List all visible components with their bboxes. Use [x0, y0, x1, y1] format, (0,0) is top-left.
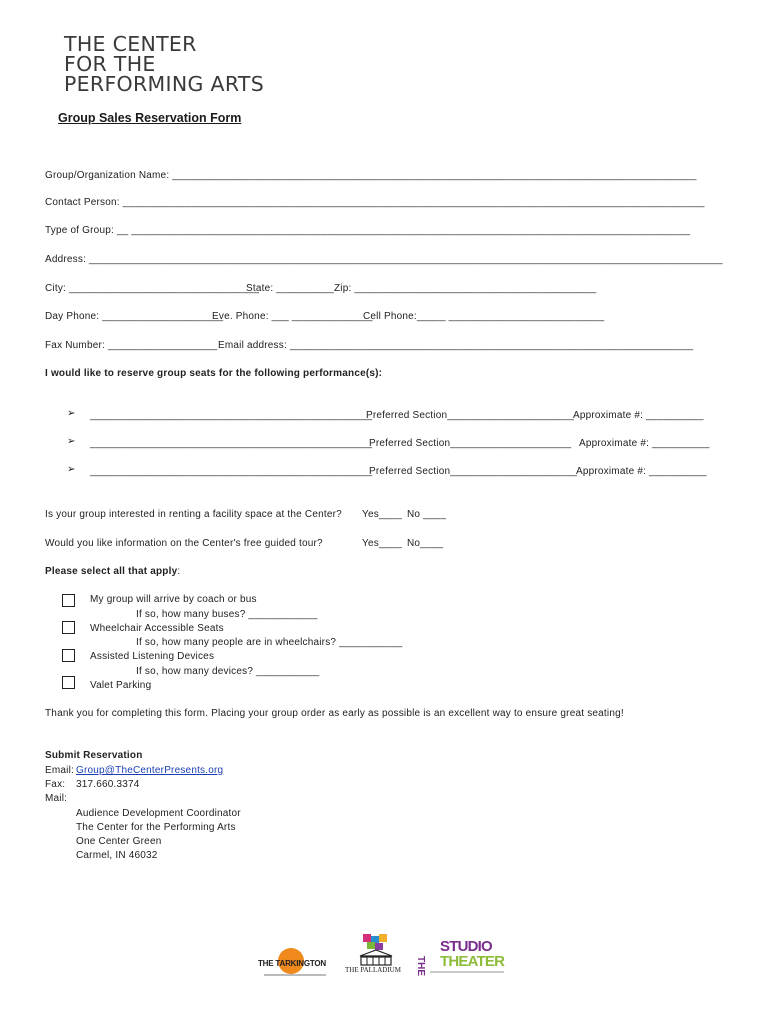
studio-text: STUDIO — [440, 938, 492, 955]
performance-2-input[interactable]: _________________________________________________ — [90, 438, 373, 449]
performance-3-approximate[interactable]: Approximate #: __________ — [576, 466, 707, 477]
eve-phone-field[interactable]: Eve. Phone: ___ ______________ — [212, 311, 373, 322]
palladium-building-icon — [357, 948, 395, 966]
performance-2-approximate[interactable]: Approximate #: __________ — [579, 438, 710, 449]
wheelchair-count-field[interactable]: If so, how many people are in wheelchairs? ___________ — [136, 637, 403, 648]
palladium-tile — [379, 934, 387, 942]
performances-heading: I would like to reserve group seats for the following performance(s): — [45, 368, 383, 379]
tarkington-tagline-line — [264, 974, 326, 976]
type-of-group-field[interactable]: Type of Group: __ _________________________________________________________________________________________________ — [45, 225, 691, 236]
performance-3-input[interactable]: _________________________________________________ — [90, 466, 373, 477]
submit-fax-label: Fax: — [45, 779, 66, 790]
palladium-tile — [363, 934, 371, 942]
submit-heading: Submit Reservation — [45, 750, 143, 761]
performance-1-input[interactable]: _________________________________________________ — [90, 410, 373, 421]
day-phone-field[interactable]: Day Phone: _____________________ — [45, 311, 224, 322]
submit-email-label: Email: — [45, 765, 74, 776]
wheelchair-checkbox[interactable] — [62, 621, 75, 634]
submit-mail-label: Mail: — [45, 793, 68, 804]
palladium-text: THE PALLADIUM — [345, 966, 401, 974]
coach-option-label: My group will arrive by coach or bus — [90, 594, 257, 605]
guided-tour-no[interactable]: No____ — [407, 538, 444, 549]
select-all-heading-colon: : — [177, 566, 181, 577]
wheelchair-option-label: Wheelchair Accessible Seats — [90, 623, 224, 634]
arrow-bullet-icon: ➢ — [67, 408, 76, 419]
cell-phone-field[interactable]: Cell Phone:_____ ___________________________ — [363, 311, 605, 322]
mail-line: One Center Green — [76, 836, 162, 847]
contact-person-field[interactable]: Contact Person: _____________________________________________________________________________________________________ — [45, 197, 705, 208]
arrow-bullet-icon: ➢ — [67, 436, 76, 447]
form-title: Group Sales Reservation Form — [58, 111, 242, 125]
select-all-heading — [45, 566, 180, 577]
tarkington-logo — [258, 948, 332, 982]
theater-text: THEATER — [440, 953, 505, 970]
city-field[interactable]: City: _________________________________ — [45, 283, 260, 294]
logo-line-3: PERFORMING ARTS — [64, 72, 265, 96]
facility-rental-yes[interactable]: Yes____ — [362, 509, 402, 520]
valet-option-label: Valet Parking — [90, 680, 152, 691]
mail-line: The Center for the Performing Arts — [76, 822, 236, 833]
palladium-logo — [345, 934, 405, 982]
submit-fax-value: 317.660.3374 — [76, 779, 140, 790]
address-field[interactable]: Address: ______________________________________________________________________________________________________________ — [45, 254, 723, 265]
valet-checkbox[interactable] — [62, 676, 75, 689]
thank-you-text: Thank you for completing this form. Placing your group order as early as possible is an excellent way to ensure great seating! — [45, 708, 624, 719]
coach-checkbox[interactable] — [62, 594, 75, 607]
guided-tour-question: Would you like information on the Center's free guided tour? — [45, 538, 323, 549]
fax-number-field[interactable]: Fax Number: ___________________ — [45, 340, 218, 351]
zip-field[interactable]: Zip: __________________________________________ — [334, 283, 597, 294]
listening-devices-checkbox[interactable] — [62, 649, 75, 662]
studio-theater-logo — [415, 938, 508, 982]
performance-1-approximate[interactable]: Approximate #: __________ — [573, 410, 704, 421]
tarkington-text: THE TARKINGTON — [258, 959, 327, 968]
buses-count-field[interactable]: If so, how many buses? ____________ — [136, 609, 318, 620]
performance-2-preferred-section[interactable]: Preferred Section_____________________ — [369, 438, 572, 449]
studio-side-text: THE — [415, 956, 426, 976]
facility-rental-no[interactable]: No ____ — [407, 509, 447, 520]
submit-email-link[interactable]: Group@TheCenterPresents.org — [76, 765, 224, 776]
facility-rental-question: Is your group interested in renting a facility space at the Center? — [45, 509, 342, 520]
mail-line: Carmel, IN 46032 — [76, 850, 158, 861]
mail-line: Audience Development Coordinator — [76, 808, 241, 819]
performance-1-preferred-section[interactable]: Preferred Section______________________ — [366, 410, 574, 421]
logo-line-2: FOR THE — [64, 52, 156, 76]
performance-3-preferred-section[interactable]: Preferred Section______________________ — [369, 466, 577, 477]
select-all-heading-text: Please select all that apply — [45, 566, 178, 577]
org-name-field[interactable]: Group/Organization Name: ___________________________________________________________________________________________ — [45, 170, 697, 181]
arrow-bullet-icon: ➢ — [67, 464, 76, 475]
devices-count-field[interactable]: If so, how many devices? ___________ — [136, 666, 320, 677]
listening-option-label: Assisted Listening Devices — [90, 651, 215, 662]
state-field[interactable]: State: __________ — [246, 283, 334, 294]
studio-tagline-line — [430, 971, 504, 973]
email-address-field[interactable]: Email address: ______________________________________________________________________ — [218, 340, 694, 351]
center-logo — [64, 34, 264, 94]
guided-tour-yes[interactable]: Yes____ — [362, 538, 402, 549]
logo-line-1: THE CENTER — [64, 32, 197, 56]
